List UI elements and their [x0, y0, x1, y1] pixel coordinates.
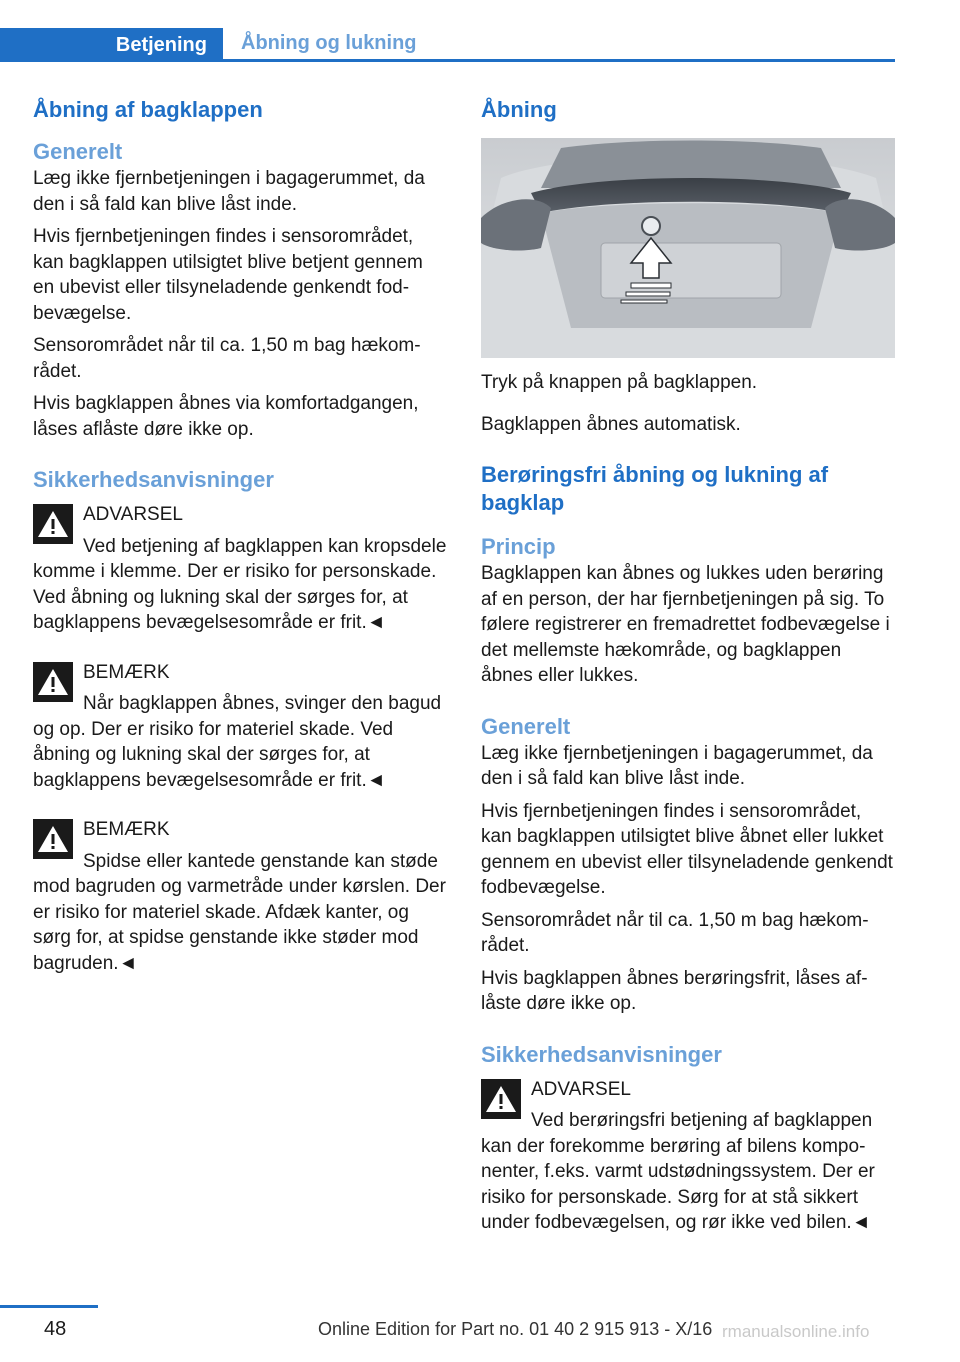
- footer-divider: [0, 1305, 98, 1308]
- warning-block: [33, 502, 447, 636]
- notice-block: [33, 817, 447, 976]
- paragraph: Hvis bagklappen åbnes berøringsfrit, låses aflåste døre ikke op.: [481, 967, 868, 1014]
- warning-text: Ved berøringsfri betjening af bagklappen kan der forekomme berøring af bilens komponenter, f.eks. varmt udstødningssystem. Der er risiko for personskade. Sørg for at stå sikkert under fodbevægelsen, og rør ikke ved bilen.◄: [481, 1110, 875, 1233]
- notice-title: BEMÆRK: [83, 661, 170, 683]
- online-edition-label: Online Edition for Part no. 01 40 2 915 913 - X/16: [318, 1319, 713, 1339]
- notice-title: BEMÆRK: [83, 819, 170, 840]
- page-number: 48: [44, 1318, 67, 1340]
- notice-block: [33, 660, 447, 794]
- header-tab-section[interactable]: Åbning og lukning: [241, 32, 417, 54]
- warning-text: Ved betjening af bagklappen kan kropsdele komme i klemme. Der er risiko for personskade. Ved åbning og lukning skal der sørges for, at bagklappens bevægelsesområde er frit.◄: [33, 535, 447, 633]
- right-column: [481, 96, 895, 1260]
- warning-triangle-icon: [33, 819, 73, 859]
- tailgate-button-illustration: [481, 138, 895, 358]
- warning-triangle-icon: [33, 504, 73, 544]
- safety-heading: Sikkerhedsanvisninger: [481, 1041, 722, 1067]
- paragraph: Bagklappen åbnes automatisk.: [481, 413, 741, 435]
- section-title-opening-tailgate: Åbning af bagklappen: [33, 97, 263, 122]
- principle-section: [481, 533, 895, 689]
- paragraph: Læg ikke fjernbetjeningen i bagagerummet, da den i så fald kan blive låst inde.: [481, 742, 873, 789]
- notice-text: Når bagklappen åbnes, svinger den bagud og op. Der er risiko for materiel skade. Ved åbning og lukning skal der sørges for, at bagklappens bevægelsesområde er frit.◄: [33, 693, 442, 791]
- general-heading: Generelt: [33, 139, 123, 164]
- header-tab-chapter[interactable]: Betjening: [0, 28, 223, 62]
- warning-title: ADVARSEL: [83, 504, 183, 525]
- notice-text: Spidse eller kantede genstande kan støde mod bagruden og varmetråde under kørslen. Der er risiko for materiel skade. Afdæk kanter, og sørg for, at spidse genstande ikke støder mod bagruden.◄: [33, 850, 446, 974]
- paragraph: Tryk på knappen på bagklappen.: [481, 372, 758, 393]
- left-column: [33, 96, 447, 1000]
- warning-triangle-icon: [481, 1079, 521, 1119]
- paragraph: Hvis fjernbetjeningen findes i sensorområdet, kan bagklappen utilsigtet blive åbnet eller lukket gennem en ubevist eller tilsyneladende genkendt fodbevægelse.: [481, 800, 893, 898]
- warning-triangle-icon: [33, 662, 73, 702]
- warning-block: [481, 1077, 895, 1236]
- section-title-opening: Åbning: [481, 97, 557, 122]
- watermark: rmanualsonline.info: [722, 1322, 870, 1341]
- header-divider: [0, 59, 895, 62]
- paragraph: Sensorområdet når til ca. 1,50 m bag hækområdet.: [481, 909, 869, 956]
- warning-title: ADVARSEL: [531, 1078, 631, 1100]
- paragraph: Læg ikke fjernbetjeningen i bagagerummet, da den i så fald kan blive låst inde.: [33, 168, 425, 215]
- paragraph: Hvis bagklappen åbnes via komfortadgangen, låses aflåste døre ikke op.: [33, 393, 419, 440]
- paragraph: Hvis fjernbetjeningen findes i sensorområdet, kan bagklappen utilsigtet blive betjent gennem en ubevist eller tilsyneladende genkendt fodbevægelse.: [33, 226, 423, 324]
- general-section: [33, 138, 447, 442]
- general-heading: Generelt: [481, 713, 571, 739]
- principle-heading: Princip: [481, 534, 556, 559]
- paragraph: Sensorområdet når til ca. 1,50 m bag hækområdet.: [33, 335, 421, 382]
- general-section: [481, 713, 895, 1017]
- paragraph: Bagklappen kan åbnes og lukkes uden berøring af en person, der har fjernbetjeningen på sig. To følere registrerer en fremadrettet fodbevægelse i det mellemste hækområde, og bagklappen åbnes eller lukkes.: [481, 563, 890, 686]
- contactless-title: Berøringsfri åbning og lukning af bagklap: [481, 462, 829, 515]
- safety-heading: Sikkerhedsanvisninger: [33, 467, 274, 492]
